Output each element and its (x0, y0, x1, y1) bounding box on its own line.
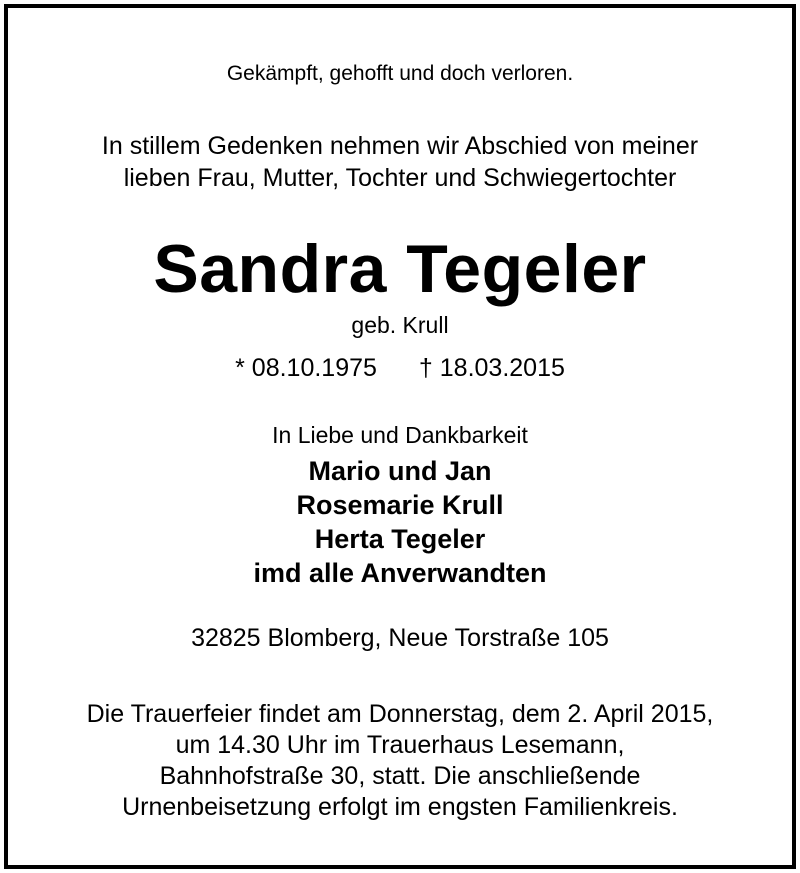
funeral-info-line: um 14.30 Uhr im Trauerhaus Lesemann, (175, 731, 625, 759)
mourner-name: imd alle Anverwandten (253, 558, 547, 588)
mourner-name: Mario und Jan (308, 456, 492, 486)
motto: Gekämpft, gehofft und doch verloren. (226, 62, 574, 85)
intro-line: lieben Frau, Mutter, Tochter und Schwiegertochter (123, 164, 677, 192)
maiden-name: geb. Krull (351, 312, 449, 338)
funeral-info-line: Urnenbeisetzung erfolgt im engsten Familienkreis. (122, 793, 678, 821)
intro-line: In stillem Gedenken nehmen wir Abschied von meiner (101, 132, 699, 160)
deceased-name: Sandra Tegeler (153, 231, 647, 307)
dedication: In Liebe und Dankbarkeit (272, 422, 528, 448)
birth-date: * 08.10.1975 (235, 354, 377, 382)
family-address: 32825 Blomberg, Neue Torstraße 105 (191, 624, 609, 652)
life-dates (0, 354, 800, 383)
death-date: † 18.03.2015 (418, 354, 565, 382)
funeral-info-line: Die Trauerfeier findet am Donnerstag, dem 2. April 2015, (86, 700, 714, 728)
funeral-info-line: Bahnhofstraße 30, statt. Die anschließende (159, 762, 641, 790)
mourner-name: Rosemarie Krull (296, 490, 504, 520)
mourner-name: Herta Tegeler (314, 524, 486, 554)
